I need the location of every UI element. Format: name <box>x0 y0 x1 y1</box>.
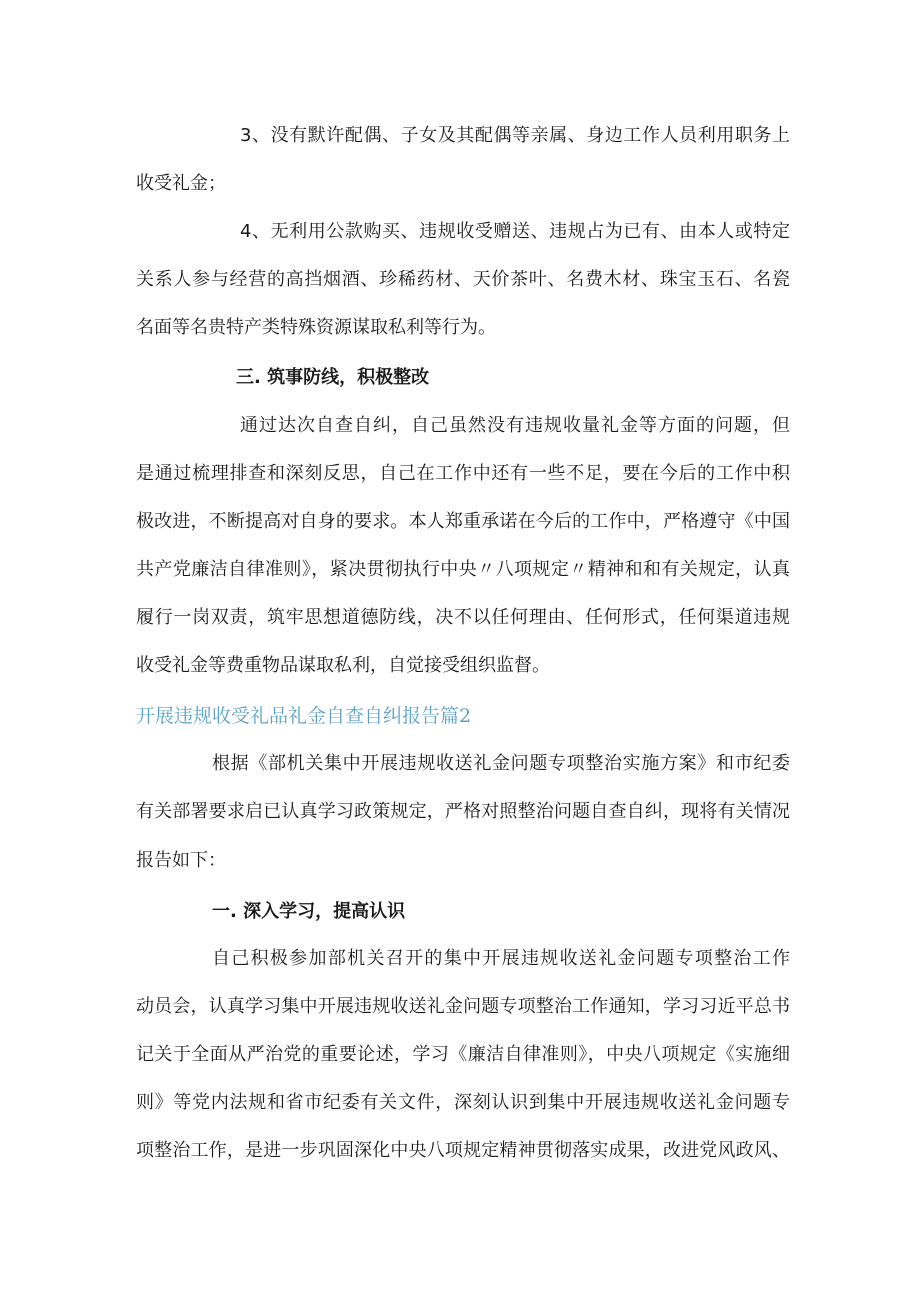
item-3-line-1: 3、没有默许配偶、子女及其配偶等亲属、身边工作人员利用职务上 <box>240 125 790 146</box>
para-3-line-3: 极改进，不断提高对自身的要求。本人郑重承诺在今后的工作中，严格遵守《中国 <box>136 511 790 532</box>
intro-line-2: 有关部署要求启已认真学习政策规定，严格对照整治问题自查自纠，现将有关情况 <box>136 801 790 822</box>
heading-section-1: 一. 深入学习，提高认识 <box>212 901 406 922</box>
para-3-line-4: 共产党廉洁自律准则》，紧决贯彻执行中央〃八项规定〃精神和和有关规定，认真 <box>136 559 790 580</box>
para-3-line-2: 是通过梳理排查和深刻反思，自己在工作中还有一些不足，要在今后的工作中积 <box>136 463 790 484</box>
intro-line-1: 根据《部机关集中开展违规收送礼金问题专项整治实施方案》和市纪委 <box>212 753 790 774</box>
para-1-line-2: 动员会，认真学习集中开展违规收送礼金问题专项整治工作通知，学习习近平总书 <box>136 996 790 1017</box>
para-3-line-1: 通过达次自查自纠，自己虽然没有违规收量礼金等方面的问题，但 <box>240 415 790 436</box>
para-1-line-3: 记关于全面从严治党的重要论述，学习《廉洁自律准则》，中央八项规定《实施细 <box>136 1044 790 1065</box>
para-3-line-5: 履行一岗双责，筑牢思想道德防线，决不以任何理由、任何形式，任何渠道违规 <box>136 607 790 628</box>
section-title-report-2: 开展违规收受礼品礼金自查自纠报告篇2 <box>136 705 472 727</box>
para-1-line-5: 项整治工作，是进一步巩固深化中央八项规定精神贯彻落实成果，改进党风政风、 <box>136 1140 790 1161</box>
para-3-line-6: 收受礼金等费重物品谋取私利，自觉接受组织监督。 <box>136 655 550 676</box>
item-4-line-2: 关系人参与经营的高挡烟酒、珍稀药材、天价茶叶、名费木材、珠宝玉石、名瓷 <box>136 269 790 290</box>
para-1-line-4: 则》等党内法规和省市纪委有关文件，深刻认识到集中开展违规收送礼金问题专 <box>136 1092 790 1113</box>
intro-line-3: 报告如下： <box>136 850 226 871</box>
item-3-line-2: 收受礼金； <box>136 173 226 194</box>
item-4-line-3: 名面等名贵特产类特殊资源谋取私利等行为。 <box>136 317 496 338</box>
para-1-line-1: 自己积极参加部机关召开的集中开展违规收送礼金问题专项整治工作 <box>212 948 790 969</box>
item-4-line-1: 4、无利用公款购买、违规收受赠送、违规占为已有、由本人或特定 <box>240 221 790 242</box>
heading-section-3: 三. 筑事防线，积极整改 <box>236 367 430 388</box>
